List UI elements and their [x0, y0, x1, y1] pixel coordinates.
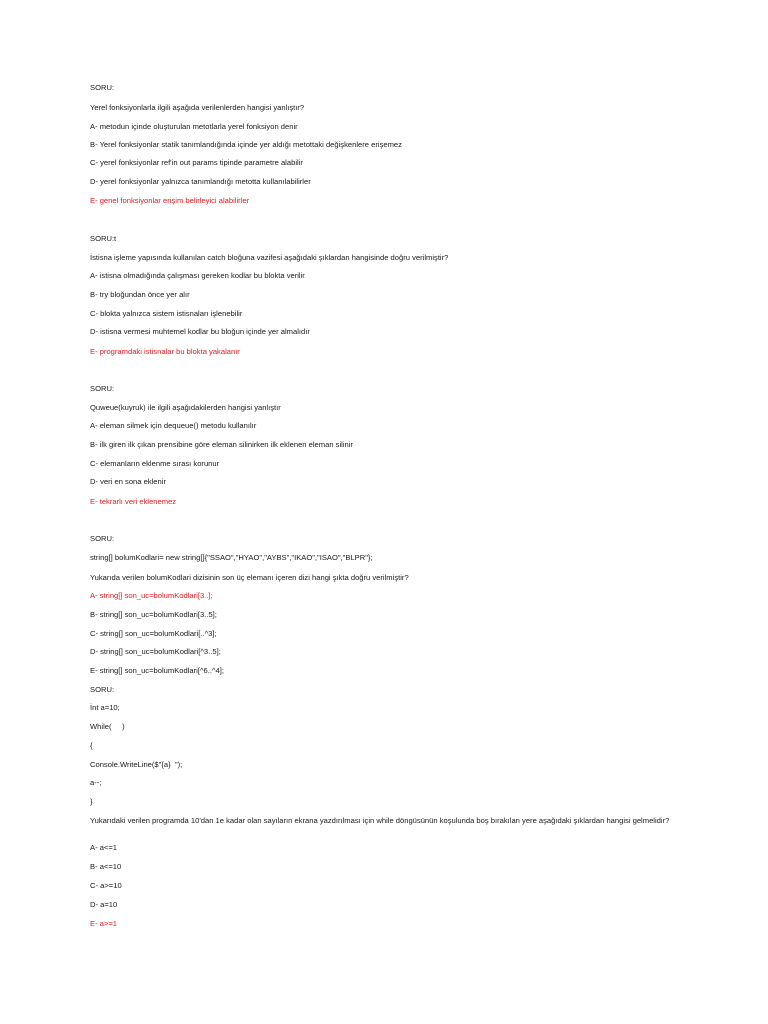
- q5-option-b: B- a<=10: [90, 862, 122, 871]
- q5-code-line-4: Console.WriteLine($"{a} ");: [90, 760, 183, 769]
- q4-label: SORU:: [90, 534, 115, 543]
- q4-option-b: B- string[] son_uc=bolumKodlari[3..5];: [90, 610, 217, 619]
- q1-option-c: C- yerel fonksiyonlar ref'in out params tipinde parametre alabilir: [90, 158, 303, 167]
- q2-label: SORU:t: [90, 234, 117, 243]
- q2-option-c: C- blokta yalnızca sistem istisnaları işlenebilir: [90, 309, 243, 318]
- q2-option-a: A- istisna olmadığında çalışması gereken kodlar bu blokta verilir: [90, 271, 305, 280]
- q5-code-line-3: {: [90, 741, 93, 750]
- q3-label: SORU:: [90, 384, 115, 393]
- q2-option-e-correct: E- programdaki istisnalar bu blokta yakalanır: [90, 347, 240, 356]
- q4-option-c: C- string[] son_uc=bolumKodlari[..^3];: [90, 629, 217, 638]
- q4-code: string[] bolumKodlari= new string[]{"SSAO","HYAO","AYBS","IKAO","ISAO","BLPR"};: [90, 553, 373, 562]
- q3-question: Quweue(kuyruk) ile ilgili aşağıdakilerden hangisi yanlıştır: [90, 403, 281, 412]
- q2-option-b: B- try bloğundan önce yer alır: [90, 290, 190, 299]
- q5-code-line-1: İnt a=10;: [90, 703, 120, 712]
- q1-option-a: A- metodun içinde oluşturulan metotlarla yerel fonksiyon denir: [90, 122, 298, 131]
- q5-option-d: D- a=10: [90, 900, 118, 909]
- q5-code-line-6: }: [90, 797, 93, 806]
- q1-option-d: D- yerel fonksiyonlar yalnızca tanımlandığı metotta kullanılabilirler: [90, 177, 311, 186]
- q5-question: Yukarıdaki verilen programda 10'dan 1e kadar olan sayıların ekrana yazdırılması için while döngüsünün koşulunda boş bırakılan yere aşağıdaki şıklardan hangisi gelmelidir?: [90, 816, 670, 825]
- q5-code-line-2: While( ): [90, 722, 125, 731]
- q5-option-c: C- a>=10: [90, 881, 122, 890]
- q5-option-e-correct: E- a>=1: [90, 919, 118, 928]
- q4-option-d: D- string[] son_uc=bolumKodlari[^3..5];: [90, 647, 221, 656]
- q1-option-e-correct: E- genel fonksiyonlar erişim belirleyici alabilirler: [90, 196, 250, 205]
- q1-option-b: B- Yerel fonksiyonlar statik tanımlandığında içinde yer aldığı metottaki değişkenlere erişemez: [90, 140, 402, 149]
- q3-option-e-correct: E- tekrarlı veri eklenemez: [90, 497, 177, 506]
- q3-option-d: D- veri en sona eklenir: [90, 477, 166, 486]
- q2-option-d: D- istisna vermesi muhtemel kodlar bu bloğun içinde yer almalıdır: [90, 327, 310, 336]
- q3-option-b: B- ilk giren ilk çıkan prensibine göre eleman silinirken ilk eklenen eleman silinir: [90, 440, 353, 449]
- q4-question: Yukarıda verilen bolumKodlari dizisinin son üç elemanı içeren dizi hangi şıkta doğru verilmiştir?: [90, 573, 409, 582]
- q5-label: SORU:: [90, 685, 115, 694]
- q1-label: SORU:: [90, 83, 115, 92]
- q2-question: İstisna işleme yapısında kullanılan catch bloğuna vazifesi aşağıdaki şıklardan hangisinde doğru verilmiştir?: [90, 253, 449, 262]
- q3-option-a: A- eleman silmek için dequeue() metodu kullanılır: [90, 421, 257, 430]
- q5-code-line-5: a--;: [90, 778, 102, 787]
- q1-question: Yerel fonksiyonlarla ilgili aşağıda verilenlerden hangisi yanlıştır?: [90, 103, 305, 112]
- q3-option-c: C- elemanların eklenme sırası korunur: [90, 459, 220, 468]
- q5-option-a: A- a<=1: [90, 843, 118, 852]
- q4-option-a-correct: A- string[] son_uc=bolumKodlari[3..];: [90, 591, 213, 600]
- q4-option-e: E- string[] son_uc=bolumKodlari[^6..^4];: [90, 666, 224, 675]
